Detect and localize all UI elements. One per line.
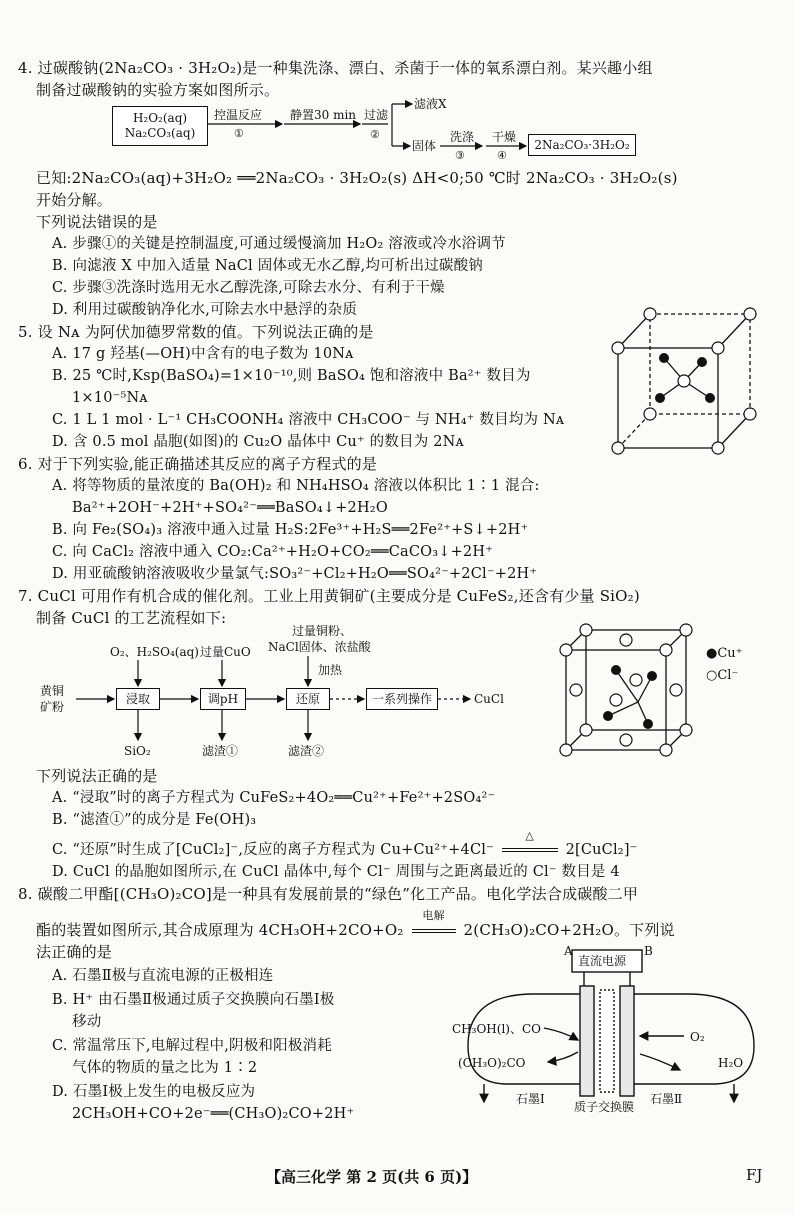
q8-outlet-left: (CH₃O)₂CO: [458, 1056, 526, 1070]
q4-reagent-na2co3: Na₂CO₃(aq): [124, 126, 196, 140]
q8-stem-line2-pre: 酯的装置如图所示,其合成原理为 4CH₃OH+2CO+O₂: [36, 921, 404, 939]
page-footer-title: 【高三化学 第 2 页(共 6 页)】: [266, 1168, 478, 1186]
q4-option-d: D. 利用过碳酸钠净化水,可除去水中悬浮的杂质: [52, 302, 358, 318]
q4-solid-label: 固体: [412, 139, 437, 153]
q4-option-c: C. 步骤③洗涤时选用无水乙醇洗涤,可除去水分、有利于干燥: [52, 280, 445, 296]
q7-heat-label: 加热: [318, 663, 343, 677]
q8-option-b-line2: 移动: [72, 1014, 102, 1030]
q4-step3-num: ③: [455, 149, 465, 162]
page-footer-code: FJ: [746, 1166, 763, 1184]
q5-option-d: D. 含 0.5 mol 晶胞(如图)的 Cu₂O 晶体中 Cu⁺ 的数目为 2Nᴀ: [52, 434, 464, 450]
q5-stem: 5. 设 Nᴀ 为阿伏加德罗常数的值。下列说法正确的是: [18, 323, 374, 341]
q4-dry-label: 干燥: [492, 130, 517, 144]
q7-stem-line2: 制备 CuCl 的工艺流程如下:: [36, 609, 227, 627]
q8-stem-line2: [36, 909, 675, 940]
q8-option-c-line2: 气体的物质的量之比为 1∶2: [72, 1060, 258, 1076]
q7-add-reagent-3b: NaCl固体、浓盐酸: [268, 640, 371, 654]
q8-option-d-line2: 2CH₃OH+CO+2e⁻══(CH₃O)₂CO+2H⁺: [72, 1106, 355, 1122]
cucl-unit-cell-diagram: [556, 620, 696, 760]
q7-stem-line1: 7. CuCl 可用作有机合成的催化剂。工业上用黄铜矿(主要成分是 CuFeS₂,还含有少量 SiO₂): [18, 587, 640, 605]
q8-reaction-equals: [412, 929, 456, 933]
q4-intro-line2: 制备过碳酸钠的实验方案如图所示。: [36, 81, 280, 99]
q8-power-supply-label: 直流电源: [578, 954, 627, 968]
q8-inlet-right: O₂: [690, 1030, 705, 1044]
q8-stem-line3: 法正确的是: [36, 943, 113, 961]
q7-add-reagent-1: O₂、H₂SO₄(aq): [110, 645, 199, 659]
q7-output-residue-1: 滤渣①: [202, 744, 239, 758]
q5-option-b-line2: 1×10⁻⁵Nᴀ: [72, 390, 148, 406]
q4-known-line2: 开始分解。: [36, 191, 113, 209]
q6-option-c: C. 向 CaCl₂ 溶液中通入 CO₂:Ca²⁺+H₂O+CO₂══CaCO₃↓+2H⁺: [52, 544, 494, 560]
q7-option-c-equals: [502, 848, 558, 852]
q7-legend-cu: ●Cu⁺: [706, 646, 743, 661]
q7-raw-label-1: 黄铜: [40, 684, 65, 698]
q8-inlet-left: CH₃OH(l)、CO: [452, 1022, 541, 1036]
q6-stem: 6. 对于下列实验,能正确描述其反应的离子方程式的是: [18, 455, 378, 473]
q4-option-b: B. 向滤液 X 中加入适量 NaCl 固体或无水乙醇,均可析出过碳酸钠: [52, 258, 484, 274]
q8-terminal-a: A: [564, 944, 573, 958]
q7-option-c-post: 2[CuCl₂]⁻: [565, 842, 638, 858]
q4-product-label: 2Na₂CO₃·3H₂O₂: [534, 137, 630, 152]
q7-option-c-arrow: [499, 829, 561, 860]
q4-stand-label: 静置30 min: [290, 108, 357, 122]
q8-reaction-arrow: [409, 909, 459, 940]
q4-option-a: A. 步骤①的关键是控制温度,可通过缓慢滴加 H₂O₂ 溶液或冷水浴调节: [52, 236, 506, 252]
q8-option-d-line1: D. 石墨Ⅰ极上发生的电极反应为: [52, 1084, 256, 1100]
q7-output-sio2: SiO₂: [124, 744, 151, 758]
q8-stem-line1: 8. 碳酸二甲酯[(CH₃O)₂CO]是一种具有发展前景的“绿色”化工产品。电化学法合成碳酸二甲: [18, 885, 639, 903]
q7-product-label: CuCl: [474, 692, 504, 706]
q7-option-d: D. CuCl 的晶胞如图所示,在 CuCl 晶体中,每个 Cl⁻ 周围与之距离最近的 Cl⁻ 数目是 4: [52, 864, 620, 880]
q7-step-reduce-label: 还原: [295, 691, 320, 706]
q5-option-a: A. 17 g 羟基(—OH)中含有的电子数为 10Nᴀ: [52, 346, 354, 362]
q8-option-b-line1: B. H⁺ 由石墨Ⅱ极通过质子交换膜向石墨Ⅰ极: [52, 992, 335, 1008]
q8-membrane-label: 质子交换膜: [574, 1100, 635, 1114]
q7-step-leach-label: 浸取: [125, 691, 150, 706]
q7-question: 下列说法正确的是: [36, 767, 158, 785]
q7-option-b: B. “滤渣①”的成分是 Fe(OH)₃: [52, 812, 257, 828]
q4-step2-num: ②: [370, 128, 380, 141]
q8-electrode-1: 石墨Ⅰ: [516, 1092, 545, 1106]
q7-step-series-label: 一系列操作: [371, 691, 432, 706]
q8-outlet-right: H₂O: [718, 1056, 744, 1070]
q4-reagent-h2o2: H₂O₂(aq): [132, 111, 188, 125]
q4-filtrate-label: 滤液X: [414, 97, 447, 111]
q7-option-a: A. “浸取”时的离子方程式为 CuFeS₂+4O₂══Cu²⁺+Fe²⁺+2SO₄²⁻: [52, 790, 496, 806]
q7-legend-cl: ○Cl⁻: [706, 668, 739, 683]
q6-option-a-line1: A. 将等物质的量浓度的 Ba(OH)₂ 和 NH₄HSO₄ 溶液以体积比 1∶1 混合:: [52, 478, 540, 494]
q5-option-b-line1: B. 25 ℃时,Ksp(BaSO₄)=1×10⁻¹⁰,则 BaSO₄ 饱和溶液中 Ba²⁺ 数目为: [52, 368, 531, 384]
q5-option-c: C. 1 L 1 mol · L⁻¹ CH₃COONH₄ 溶液中 CH₃COO⁻ 与 NH₄⁺ 数目均为 Nᴀ: [52, 412, 565, 428]
q7-output-residue-2: 滤渣②: [288, 744, 325, 758]
q8-option-a: A. 石墨Ⅱ极与直流电源的正极相连: [52, 968, 274, 984]
q4-step1-label: 控温反应: [214, 108, 263, 122]
q4-known-line1: 已知:2Na₂CO₃(aq)+3H₂O₂ ══2Na₂CO₃ · 3H₂O₂(s) ΔH<0;50 ℃时 2Na₂CO₃ · 3H₂O₂(s): [36, 169, 678, 187]
q6-option-b: B. 向 Fe₂(SO₄)₃ 溶液中通入过量 H₂S:2Fe³⁺+H₂S══2Fe²⁺+S↓+2H⁺: [52, 522, 529, 538]
q7-add-reagent-3a: 过量铜粉、: [292, 624, 353, 638]
q4-wash-label: 洗涤: [450, 130, 475, 144]
q8-reaction-condition: 电解: [422, 909, 445, 922]
q4-intro-line1: 4. 过碳酸钠(2Na₂CO₃ · 3H₂O₂)是一种集洗涤、漂白、杀菌于一体的氧系漂白剂。某兴趣小组: [18, 59, 653, 77]
q6-option-a-line2: Ba²⁺+2OH⁻+2H⁺+SO₄²⁻══BaSO₄↓+2H₂O: [72, 500, 388, 516]
q4-step1-num: ①: [234, 127, 244, 140]
q7-raw-label-2: 矿粉: [40, 700, 65, 714]
q7-option-c: [52, 829, 638, 860]
q8-option-c-line1: C. 常温常压下,电解过程中,阴极和阳极消耗: [52, 1038, 332, 1054]
q7-option-c-condition: △: [525, 829, 535, 842]
q8-terminal-b: B: [644, 944, 653, 958]
q4-question: 下列说法错误的是: [36, 213, 158, 231]
q4-filter-label: 过滤: [364, 108, 389, 122]
q8-electrode-2: 石墨Ⅱ: [650, 1092, 683, 1106]
q4-step4-num: ④: [497, 149, 507, 162]
q7-add-reagent-2: 过量CuO: [200, 645, 251, 659]
q7-option-c-pre: C. “还原”时生成了[CuCl₂]⁻,反应的离子方程式为 Cu+Cu²⁺+4Cl⁻: [52, 842, 494, 858]
q8-stem-line2-post: 2(CH₃O)₂CO+2H₂O。下列说: [463, 921, 675, 939]
q6-option-d: D. 用亚硫酸钠溶液吸收少量氯气:SO₃²⁻+Cl₂+H₂O══SO₄²⁻+2Cl⁻+2H⁺: [52, 566, 538, 582]
q7-step-ph-label: 调pH: [207, 691, 239, 706]
